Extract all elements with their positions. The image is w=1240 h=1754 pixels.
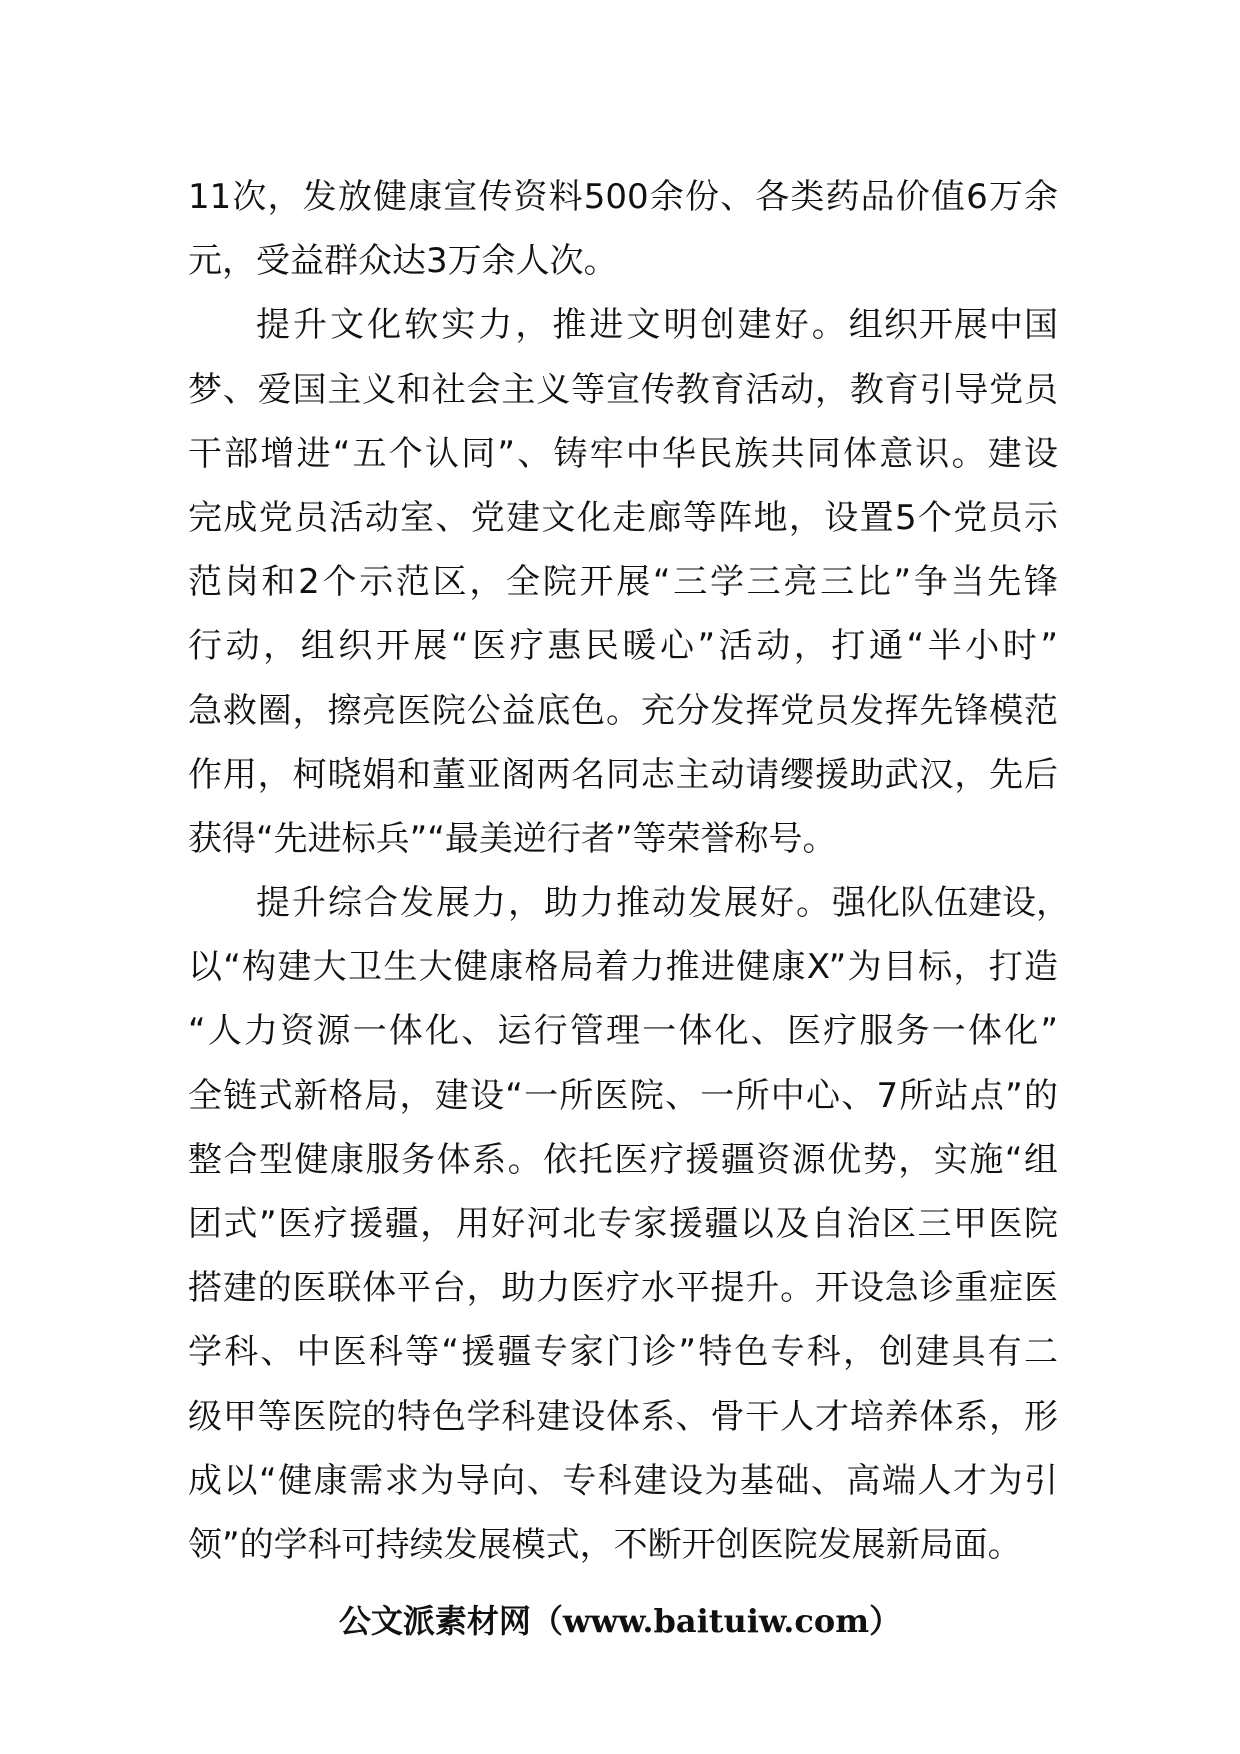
text-line: 团式”医疗援疆，用好河北专家援疆以及自治区三甲医院 bbox=[188, 1204, 1058, 1244]
text-line: 梦、爱国主义和社会主义等宣传教育活动，教育引导党员 bbox=[188, 369, 1058, 410]
source-watermark: 公文派素材网（www.baituiw.com） bbox=[338, 1602, 902, 1640]
text-line: 元，受益群众达3万余人次。 bbox=[188, 241, 618, 282]
text-line: 范岗和2个示范区，全院开展“三学三亮三比”争当先锋 bbox=[188, 562, 1058, 603]
text-line: 领”的学科可持续发展模式，不断开创医院发展新局面。 bbox=[188, 1524, 1022, 1565]
text-line: 学科、中医科等“援疆专家门诊”特色专科，创建具有二 bbox=[188, 1332, 1058, 1373]
text-line: 成以“健康需求为导向、专科建设为基础、高端人才为引 bbox=[188, 1460, 1058, 1501]
text-line: “人力资源一体化、运行管理一体化、医疗服务一体化” bbox=[188, 1011, 1058, 1052]
text-line: 以“构建大卫生大健康格局着力推进健康X”为目标，打造 bbox=[188, 947, 1058, 988]
text-fragment: 强化队伍建设， bbox=[832, 883, 1070, 924]
text-line: 整合型健康服务体系。依托医疗援疆资源优势，实施“组 bbox=[188, 1139, 1058, 1180]
text-line: 获得“先进标兵”“最美逆行者”等荣誉称号。 bbox=[188, 818, 837, 859]
text-line: 11次，发放健康宣传资料500余份、各类药品价值6万余 bbox=[188, 177, 1058, 217]
text-line: 级甲等医院的特色学科建设体系、骨干人才培养体系，形 bbox=[188, 1396, 1058, 1437]
paragraph-lead: 提升文化软实力，推进文明创建好。 bbox=[256, 305, 849, 346]
text-line: 急救圈，擦亮医院公益底色。充分发挥党员发挥先锋模范 bbox=[188, 690, 1058, 731]
paragraph-lead: 提升综合发展力，助力推动发展好。 bbox=[256, 883, 832, 924]
text-line: 完成党员活动室、党建文化走廊等阵地，设置5个党员示 bbox=[188, 497, 1058, 538]
text-line: 全链式新格局，建设“一所医院、一所中心、7所站点”的 bbox=[188, 1075, 1058, 1116]
paragraph-start-line bbox=[188, 871, 1070, 935]
text-line: 干部增进“五个认同”、铸牢中华民族共同体意识。建设 bbox=[188, 433, 1058, 474]
text-line: 行动，组织开展“医疗惠民暖心”活动，打通“半小时” bbox=[188, 626, 1058, 667]
text-line: 作用，柯晓娟和董亚阁两名同志主动请缨援助武汉，先后 bbox=[188, 754, 1058, 795]
text-line: 搭建的医联体平台，助力医疗水平提升。开设急诊重症医 bbox=[188, 1268, 1058, 1309]
text-fragment: 组织开展中国 bbox=[848, 305, 1059, 346]
paragraph-start-line bbox=[188, 293, 1058, 357]
document-body bbox=[188, 165, 1070, 1577]
